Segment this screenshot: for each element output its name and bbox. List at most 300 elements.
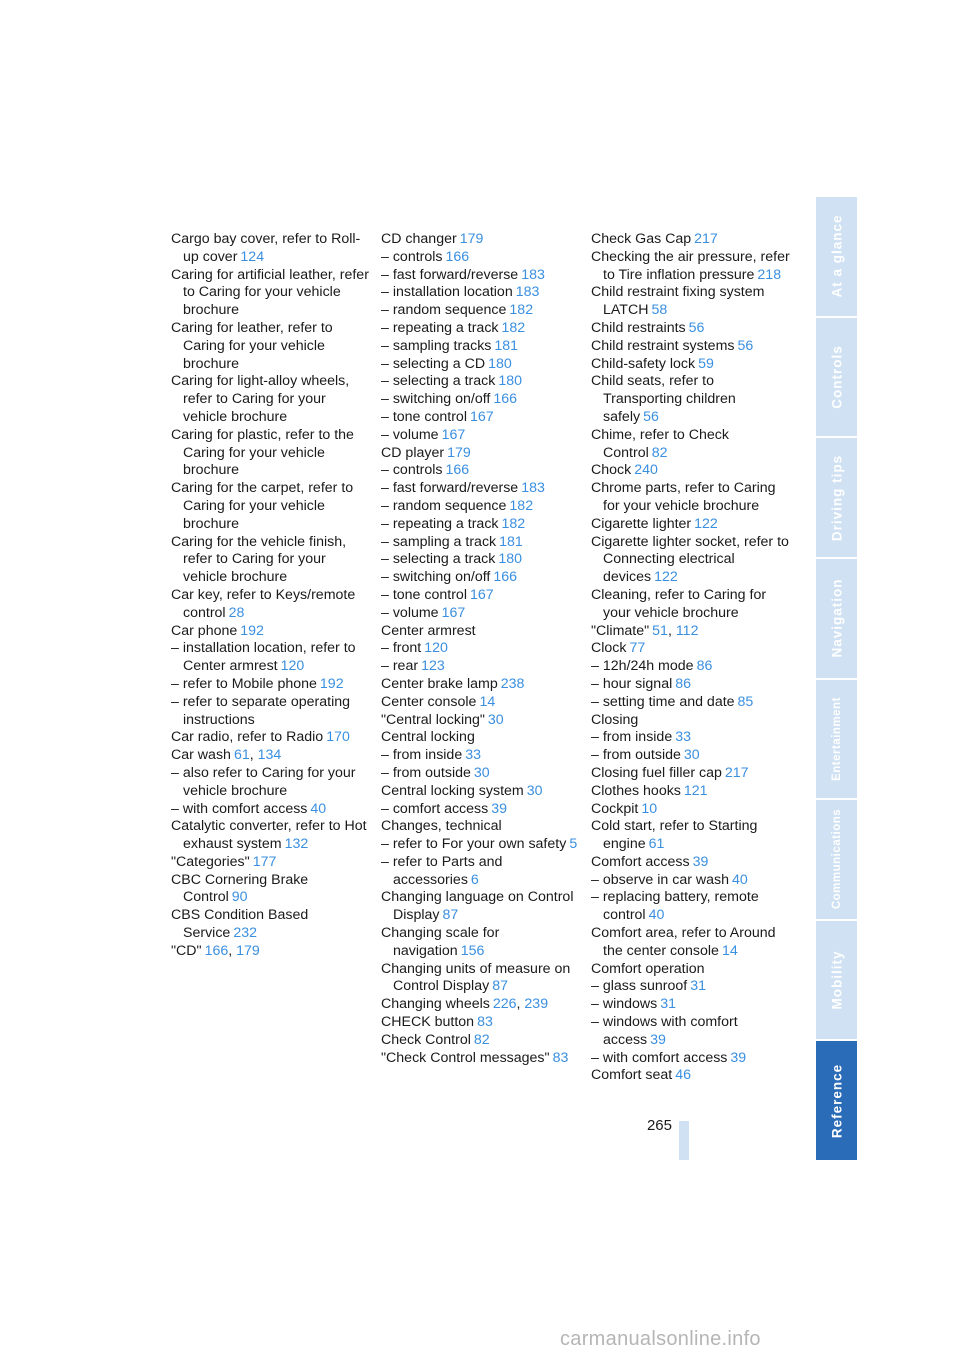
index-entry-text: Comfort seat [591, 1067, 673, 1084]
index-entry-text: Comfort operation [591, 960, 705, 977]
index-entry [591, 249, 791, 285]
index-entry-text: – switching on/off [381, 569, 491, 586]
index-entry-text: – windows [591, 996, 658, 1013]
index-entry [381, 623, 581, 641]
page-ref-link[interactable]: 6 [470, 871, 479, 888]
page-ref-link[interactable]: 226 [492, 996, 517, 1013]
page-ref-link[interactable]: 10 [641, 800, 658, 817]
page-ref-link[interactable]: 120 [280, 658, 305, 675]
index-entry [591, 373, 791, 426]
index-entry-text: Child-safety lock [591, 355, 696, 372]
page-ref-link[interactable]: 14 [721, 942, 738, 959]
page-ref-separator: , [667, 622, 676, 639]
index-entry [381, 889, 581, 925]
index-entry [381, 356, 581, 374]
index-entry [171, 373, 371, 426]
page-ref-link[interactable]: 90 [231, 889, 248, 906]
index-entry [591, 587, 791, 623]
index-entry [171, 640, 371, 676]
index-entry-text: – also refer to Caring for your vehicle brochure [171, 764, 356, 799]
index-entry-text: CD player [381, 444, 445, 461]
index-entry-text: – selecting a CD [381, 355, 486, 372]
index-entry-text: Changes, technical [381, 818, 502, 835]
index-entry-text: Car radio, refer to Radio [171, 729, 324, 746]
index-entry-text: Changing language on Control Display [381, 889, 574, 924]
page-number-bar [679, 1121, 689, 1160]
sidebar-tab-label: Driving tips [829, 454, 844, 541]
index-entry-text: – windows with comfort access [591, 1014, 738, 1048]
index-entry-text: Caring for artificial leather, refer to Caring for your vehicle brochure [171, 266, 369, 319]
page-ref-link[interactable]: 40 [310, 800, 327, 817]
index-entry [381, 854, 581, 890]
page-ref-link[interactable]: 58 [651, 302, 668, 319]
sidebar-tab-label: Mobility [829, 950, 844, 1010]
index-entry-text: – refer to For your own safety [381, 836, 567, 853]
page-ref-link[interactable]: 123 [421, 658, 445, 675]
index-entry-text: – with comfort access [591, 1049, 728, 1066]
index-entry-text: – random sequence [381, 302, 507, 319]
index-entry-text: Caring for leather, refer to Caring for your vehicle brochure [171, 319, 333, 372]
index-entry [381, 836, 581, 854]
page-ref-link[interactable]: 61 [648, 836, 665, 853]
index-entry-text: – tone control [381, 408, 467, 425]
index-entry-text: Car phone [171, 622, 238, 639]
index-entry [591, 676, 791, 694]
page-ref-link[interactable]: 218 [757, 266, 782, 283]
index-entry [381, 729, 581, 747]
index-entry-text: Cigarette lighter [591, 515, 692, 532]
index-entry [381, 818, 581, 836]
index-entry-text: – tone control [381, 586, 467, 603]
index-column-1 [171, 231, 371, 961]
index-entry [171, 907, 371, 943]
index-entry-text: Child restraint fixing system LATCH [591, 284, 765, 319]
page-ref-link[interactable]: 82 [651, 444, 668, 461]
page-ref-link[interactable]: 167 [441, 604, 466, 621]
page-ref-link[interactable]: 179 [447, 444, 471, 461]
page-ref-link[interactable]: 87 [492, 978, 508, 995]
page-ref-link[interactable]: 167 [469, 586, 494, 603]
page-ref-link[interactable]: 183 [521, 480, 545, 497]
index-entry-text: – fast forward/reverse [381, 266, 519, 283]
index-entry [591, 356, 791, 374]
page-ref-link[interactable]: 183 [521, 266, 545, 283]
index-entry [591, 427, 791, 463]
page-ref-link[interactable]: 31 [690, 978, 706, 995]
index-entry-text: Cold start, refer to Starting engine [591, 818, 758, 853]
index-entry [591, 480, 791, 516]
page-ref-link[interactable]: 83 [552, 1049, 569, 1066]
page-ref-link[interactable]: 39 [692, 853, 709, 870]
index-entry-text: – glass sunroof [591, 978, 688, 995]
page-ref-link[interactable]: 28 [228, 604, 245, 621]
index-entry-text: Chock [591, 462, 632, 479]
index-entry [171, 320, 371, 373]
index-entry-text: – random sequence [381, 497, 507, 514]
index-entry-text: CBS Condition Based Service [171, 907, 309, 942]
index-entry-text: "Central locking" [381, 711, 485, 728]
index-entry [171, 943, 371, 961]
page-ref-link[interactable]: 239 [524, 996, 549, 1013]
page-ref-link[interactable]: 238 [500, 675, 525, 692]
index-entry [381, 231, 581, 249]
page-ref-link[interactable]: 122 [654, 569, 678, 586]
index-entry-text: Changing units of measure on Control Display [381, 960, 571, 995]
index-entry [591, 338, 791, 356]
index-entry [171, 587, 371, 623]
page-ref-link[interactable]: 181 [499, 533, 523, 550]
page-ref-link[interactable]: 121 [683, 782, 708, 799]
page-ref-link[interactable]: 192 [240, 622, 264, 639]
page-ref-link[interactable]: 192 [319, 675, 344, 692]
index-entry-text: Child seats, refer to Transporting children safely [591, 373, 736, 425]
index-entry-text: Central locking system [381, 782, 524, 799]
index-entry [381, 783, 581, 801]
index-entry-text: – comfort access [381, 800, 489, 817]
sidebar-tab-communications[interactable] [816, 800, 857, 921]
page-ref-link[interactable]: 166 [445, 462, 470, 479]
page-ref-link[interactable]: 124 [240, 248, 265, 265]
page-ref-link[interactable]: 240 [634, 462, 658, 479]
index-entry-text: – refer to separate operating instructions [171, 693, 351, 728]
index-entry [591, 1050, 791, 1068]
index-entry [591, 1067, 791, 1085]
index-entry-text: Caring for plastic, refer to the Caring for your vehicle brochure [171, 426, 354, 479]
index-entry-text: Child restraints [591, 319, 686, 336]
index-entry [591, 658, 791, 676]
page-ref-separator: , [228, 942, 237, 959]
index-entry-text: "Categories" [171, 853, 250, 870]
index-entry-text: Cleaning, refer to Caring for your vehicle brochure [591, 586, 767, 621]
index-entry [381, 587, 581, 605]
page-ref-link[interactable]: 167 [441, 426, 466, 443]
index-entry-text: Child restraint systems [591, 337, 735, 354]
page-ref-link[interactable]: 122 [694, 515, 718, 532]
index-entry-text: Caring for the vehicle finish, refer to Caring for your vehicle brochure [171, 533, 347, 586]
index-entry-text: – repeating a track [381, 319, 499, 336]
page-ref-link[interactable]: 232 [233, 925, 257, 942]
page-ref-link[interactable]: 181 [494, 337, 519, 354]
index-entry [171, 801, 371, 819]
index-entry-text: CBC Cornering Brake Control [171, 871, 309, 906]
index-entry [381, 249, 581, 267]
index-entry [381, 961, 581, 997]
index-entry [171, 818, 371, 854]
index-entry [381, 996, 581, 1014]
index-entry-text: – hour signal [591, 675, 673, 692]
index-entry-text: Chime, refer to Check Control [591, 426, 729, 461]
index-entry-text: – installation location [381, 284, 513, 301]
page-ref-link[interactable]: 40 [732, 871, 748, 888]
page-ref-link[interactable]: 182 [501, 515, 526, 532]
index-entry [381, 427, 581, 445]
index-entry [381, 765, 581, 783]
page-ref-link[interactable]: 39 [730, 1049, 747, 1066]
index-entry-text: Check Gas Cap [591, 231, 692, 247]
page-ref-link[interactable]: 46 [675, 1067, 691, 1084]
page-ref-link[interactable]: 156 [460, 942, 485, 959]
index-entry-text: "Check Control messages" [381, 1049, 550, 1066]
index-entry-text: Clock [591, 640, 627, 657]
index-entry-text: Car key, refer to Keys/remote control [171, 586, 356, 621]
index-entry [381, 498, 581, 516]
index-entry-text: – from outside [591, 747, 681, 764]
index-entry [591, 961, 791, 979]
index-entry [171, 231, 371, 267]
index-entry-text: Cargo bay cover, refer to Roll-up cover [171, 231, 361, 265]
page-ref-link[interactable]: 87 [442, 907, 459, 924]
index-entry-text: – rear [381, 658, 419, 675]
index-entry-text: – switching on/off [381, 391, 491, 408]
index-entry [381, 1050, 581, 1068]
index-entry-text: – selecting a track [381, 551, 496, 568]
index-entry [171, 676, 371, 694]
page-ref-link[interactable]: 120 [424, 640, 448, 657]
index-column-2 [381, 231, 581, 1067]
index-entry [381, 267, 581, 285]
index-entry-text: – front [381, 640, 422, 657]
page-ref-separator: , [249, 747, 258, 764]
index-entry-text: – volume [381, 604, 439, 621]
sidebar-tab-label: Controls [829, 345, 844, 409]
index-entry-text: – setting time and date [591, 693, 735, 710]
index-entry-text: Center brake lamp [381, 675, 498, 692]
sidebar-tab-label: Entertainment [830, 696, 843, 781]
page-ref-link[interactable]: 61 [233, 747, 250, 764]
index-entry [591, 534, 791, 587]
index-entry-text: – installation location, refer to Center armrest [171, 640, 356, 675]
page-ref-link[interactable]: 180 [498, 551, 523, 568]
page-ref-link[interactable]: 167 [469, 408, 494, 425]
index-entry-text: – from outside [381, 764, 471, 781]
footer-watermark: carmanualsonline.info [560, 1328, 761, 1350]
index-entry-text: Cigarette lighter socket, refer to Connecting electrical devices [591, 533, 789, 586]
index-entry [381, 569, 581, 587]
page-ref-link[interactable]: 33 [675, 729, 691, 746]
index-entry [381, 712, 581, 730]
index-entry-text: Central locking [381, 729, 475, 746]
page-ref-link[interactable]: 182 [509, 497, 534, 514]
index-entry-text: Car wash [171, 747, 231, 764]
index-entry [381, 1014, 581, 1032]
sidebar-tab-entertainment[interactable] [816, 680, 857, 801]
page-ref-link[interactable]: 56 [643, 408, 659, 425]
index-entry-text: Caring for light-alloy wheels, refer to Caring for your vehicle brochure [171, 373, 350, 425]
page-ref-link[interactable]: 217 [724, 764, 749, 781]
sidebar-tab-label: At a glance [829, 214, 844, 298]
index-entry [381, 658, 581, 676]
index-entry [171, 534, 371, 587]
page-ref-link[interactable]: 59 [698, 355, 714, 372]
index-entry [591, 320, 791, 338]
page-ref-link[interactable]: 31 [660, 996, 677, 1013]
index-entry [591, 783, 791, 801]
index-entry [381, 373, 581, 391]
page-ref-link[interactable]: 14 [479, 693, 496, 710]
page-ref-link[interactable]: 56 [737, 337, 754, 354]
index-entry [591, 872, 791, 890]
index-entry [381, 694, 581, 712]
index-entry [381, 284, 581, 302]
index-entry [591, 854, 791, 872]
index-entry-text: – from inside [381, 747, 463, 764]
index-entry-text: "Climate" [591, 622, 650, 639]
page-ref-separator: , [516, 996, 525, 1013]
index-entry-text: – fast forward/reverse [381, 480, 519, 497]
page-ref-link[interactable]: 30 [473, 764, 490, 781]
index-entry [381, 1032, 581, 1050]
index-entry [591, 925, 791, 961]
index-entry [381, 640, 581, 658]
index-entry-text: Checking the air pressure, refer to Tire inflation pressure [591, 248, 790, 283]
index-entry [381, 551, 581, 569]
index-entry [591, 640, 791, 658]
index-entry [381, 462, 581, 480]
sidebar-tab-driving-tips[interactable] [816, 438, 857, 559]
index-entry [171, 480, 371, 533]
index-entry [381, 409, 581, 427]
page-ref-link[interactable]: 166 [493, 391, 518, 408]
index-entry [171, 747, 371, 765]
index-entry [381, 338, 581, 356]
page-ref-link[interactable]: 166 [493, 569, 518, 586]
index-entry [591, 516, 791, 534]
sidebar-tab-reference[interactable] [816, 1041, 857, 1160]
index-entry [381, 391, 581, 409]
index-entry-text: Center armrest [381, 622, 476, 639]
index-entry [381, 925, 581, 961]
page-ref-link[interactable]: 30 [487, 711, 504, 728]
index-entry-text: – 12h/24h mode [591, 658, 694, 675]
index-entry-text: Caring for the carpet, refer to Caring for your vehicle brochure [171, 480, 354, 532]
page-ref-link[interactable]: 166 [445, 248, 470, 265]
page-ref-link[interactable]: 56 [688, 319, 705, 336]
page-ref-link[interactable]: 40 [648, 907, 665, 924]
index-entry [171, 267, 371, 320]
page-ref-link[interactable]: 33 [465, 747, 481, 764]
index-entry [591, 729, 791, 747]
index-entry [591, 996, 791, 1014]
index-entry [591, 889, 791, 925]
index-entry-text: – sampling tracks [381, 337, 492, 354]
index-entry-text: Closing fuel filler cap [591, 764, 722, 781]
index-entry [591, 801, 791, 819]
index-entry-text: Comfort area, refer to Around the center console [591, 925, 776, 959]
sidebar-tab-label: Reference [829, 1063, 844, 1138]
index-entry [171, 765, 371, 801]
index-entry-text: CHECK button [381, 1014, 475, 1031]
sidebar-tab-navigation[interactable] [816, 559, 857, 680]
index-entry-text: Comfort access [591, 853, 690, 870]
index-entry-text: Closing [591, 711, 639, 728]
index-entry-text: Changing scale for navigation [381, 925, 500, 959]
page-ref-link[interactable]: 170 [326, 729, 350, 746]
page-ref-link[interactable]: 30 [683, 747, 700, 764]
sidebar-tab-mobility[interactable] [816, 921, 857, 1042]
index-entry-text: – observe in car wash [591, 871, 730, 888]
index-entry-text: Cockpit [591, 800, 639, 817]
page-ref-link[interactable]: 166 [204, 942, 229, 959]
page-ref-link[interactable]: 30 [526, 782, 543, 799]
page-ref-link[interactable]: 39 [650, 1031, 666, 1048]
page-ref-link[interactable]: 51 [652, 622, 668, 639]
index-entry [591, 818, 791, 854]
page-ref-link[interactable]: 182 [509, 302, 534, 319]
index-entry [381, 516, 581, 534]
index-entry-text: – repeating a track [381, 515, 499, 532]
sidebar-tab-at-a-glance[interactable] [816, 197, 857, 318]
index-entry [381, 445, 581, 463]
page-ref-link[interactable]: 180 [498, 373, 523, 390]
sidebar-tab-label: Communications [830, 809, 843, 910]
index-entry [381, 302, 581, 320]
page-ref-link[interactable]: 134 [257, 747, 282, 764]
index-entry-text: – controls [381, 248, 443, 265]
index-entry [591, 978, 791, 996]
page-ref-link[interactable]: 39 [491, 800, 508, 817]
page-ref-link[interactable]: 77 [629, 640, 646, 657]
index-entry [381, 801, 581, 819]
page-ref-link[interactable]: 179 [459, 231, 484, 247]
index-entry [381, 320, 581, 338]
index-entry-text: CD changer [381, 231, 457, 247]
index-entry [591, 623, 791, 641]
index-entry-text: – with comfort access [171, 800, 308, 817]
sidebar-tab-label: Navigation [829, 578, 844, 658]
index-entry-text: – refer to Mobile phone [171, 675, 317, 692]
index-entry [171, 694, 371, 730]
index-entry-text: Clothes hooks [591, 782, 681, 799]
page-ref-link[interactable]: 180 [488, 355, 512, 372]
page-ref-link[interactable]: 217 [694, 231, 718, 247]
page-number: 265 [646, 1117, 672, 1134]
page-ref-link[interactable]: 132 [284, 836, 309, 853]
page-ref-link[interactable]: 183 [515, 284, 540, 301]
index-entry-text: Changing wheels [381, 996, 490, 1013]
index-column-3 [591, 231, 791, 1085]
page-ref-link[interactable]: 112 [675, 622, 699, 639]
index-entry-text: Check Control [381, 1031, 471, 1048]
page-ref-link[interactable]: 86 [675, 675, 692, 692]
index-entry [591, 712, 791, 730]
index-entry-text: – sampling a track [381, 533, 497, 550]
index-entry [171, 872, 371, 908]
index-entry-text: Catalytic converter, refer to Hot exhaust system [171, 818, 367, 853]
index-entry [591, 694, 791, 712]
page-ref-link[interactable]: 177 [252, 853, 277, 870]
index-entry [171, 623, 371, 641]
sidebar-tab-controls[interactable] [816, 318, 857, 439]
page-ref-link[interactable]: 182 [501, 319, 526, 336]
index-entry-text: "CD" [171, 942, 202, 959]
index-entry [381, 605, 581, 623]
index-entry-text: Chrome parts, refer to Caring for your vehicle brochure [591, 480, 776, 514]
index-entry-text: – selecting a track [381, 373, 496, 390]
index-entry [381, 534, 581, 552]
index-entry [381, 747, 581, 765]
page-ref-link[interactable]: 85 [737, 693, 754, 710]
index-entry [591, 284, 791, 320]
index-entry [591, 765, 791, 783]
page-ref-link[interactable]: 82 [473, 1031, 490, 1048]
page-ref-link[interactable]: 86 [696, 658, 713, 675]
index-entry-text: – from inside [591, 729, 673, 746]
index-entry [171, 427, 371, 480]
index-entry-text: – refer to Parts and accessories [381, 853, 503, 888]
page-ref-link[interactable]: 179 [236, 942, 260, 959]
page-ref-link[interactable]: 83 [477, 1014, 493, 1031]
page-ref-link[interactable]: 5 [569, 836, 578, 853]
